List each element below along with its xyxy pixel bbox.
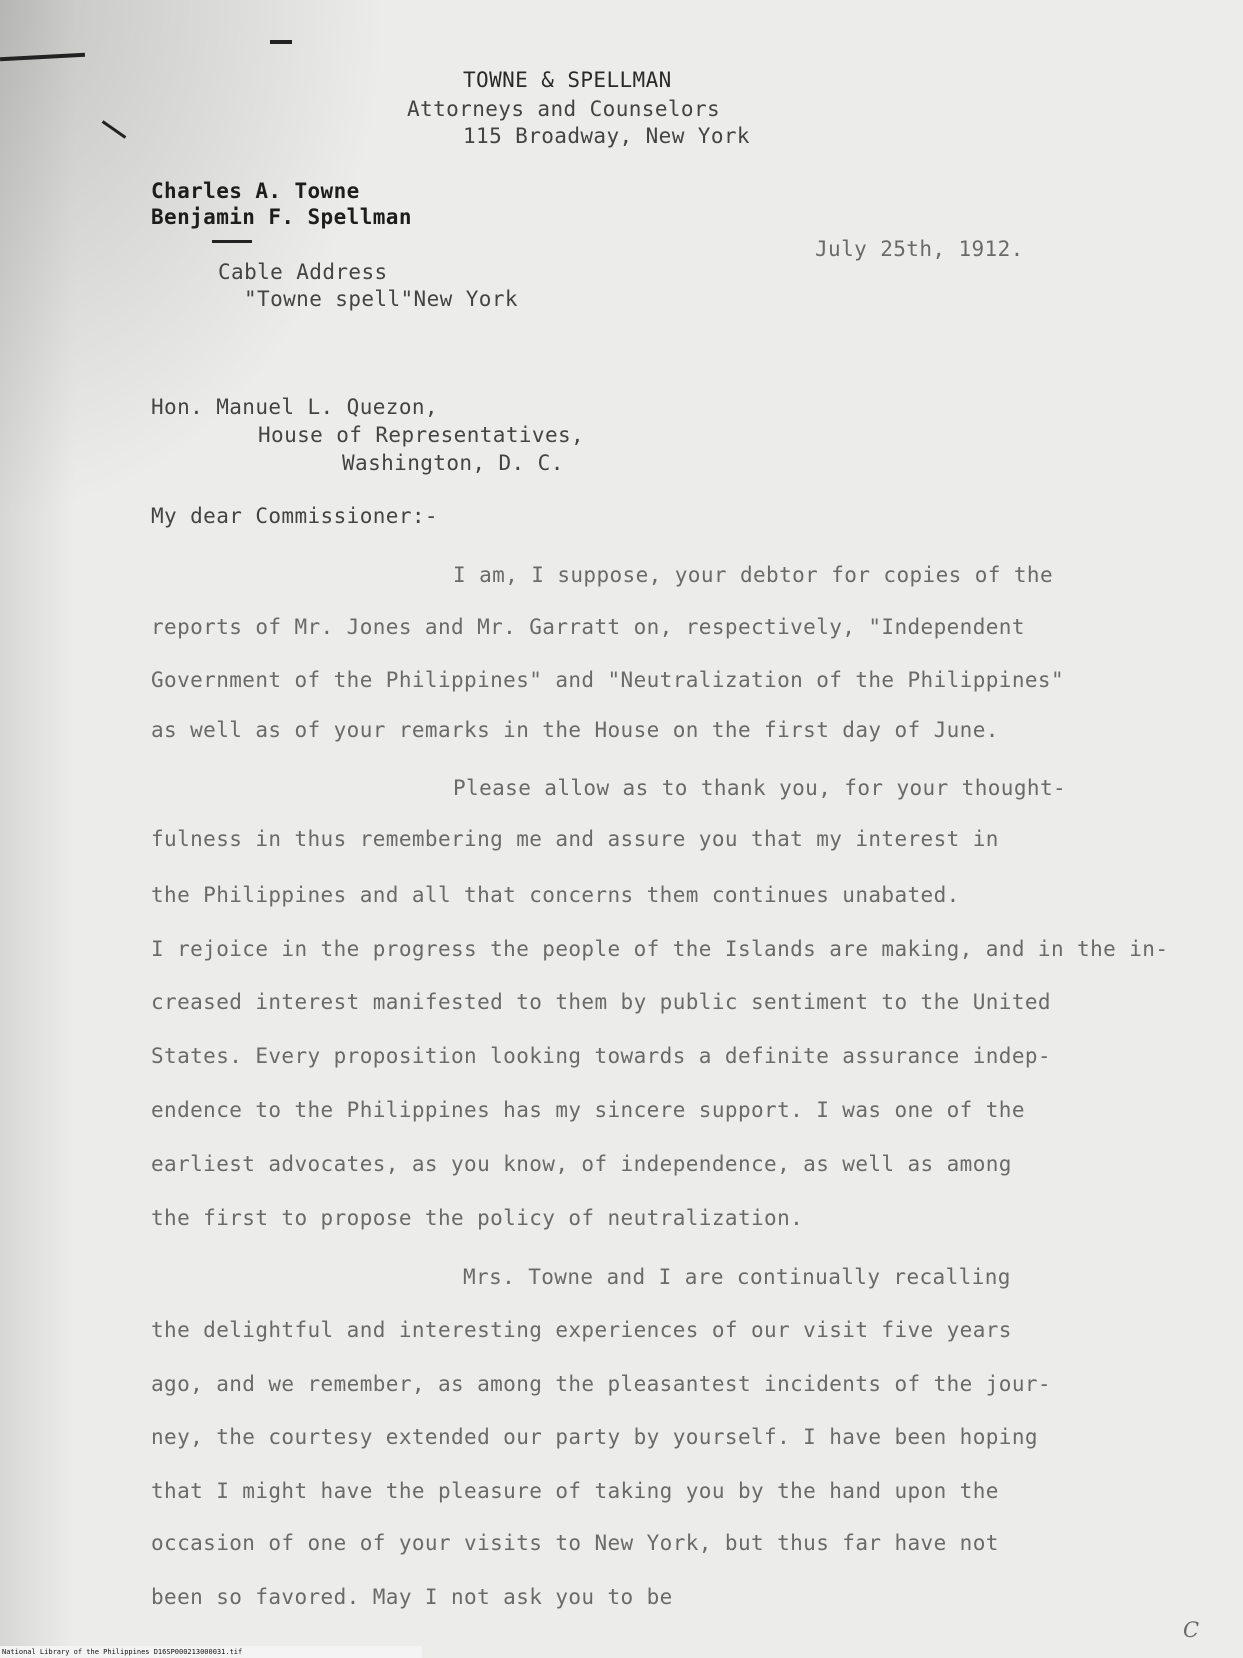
body-line: States. Every proposition looking towards a definite assurance indep- [151, 1044, 1051, 1068]
body-line: occasion of one of your visits to New York, but thus far have not [151, 1531, 999, 1555]
archive-footer: National Library of the Philippines D16SP000213000031.tif [0, 1646, 422, 1658]
firm-name: TOWNE & SPELLMAN [463, 68, 672, 92]
separator-rule [212, 240, 252, 243]
body-line: been so favored. May I not ask you to be [151, 1585, 673, 1609]
firm-profession: Attorneys and Counselors [407, 97, 721, 121]
body-line: reports of Mr. Jones and Mr. Garratt on, respectively, "Independent [151, 615, 1025, 639]
body-line: as well as of your remarks in the House on the first day of June. [151, 718, 999, 742]
recipient-city: Washington, D. C. [342, 451, 564, 475]
body-line: Please allow as to thank you, for your thought- [453, 776, 1067, 800]
body-line: the first to propose the policy of neutralization. [151, 1206, 804, 1230]
ink-mark [270, 40, 292, 44]
ink-mark [0, 53, 85, 61]
body-line: earliest advocates, as you know, of independence, as well as among [151, 1152, 1012, 1176]
partner-name: Charles A. Towne [151, 179, 360, 203]
body-line: that I might have the pleasure of taking you by the hand upon the [151, 1479, 999, 1503]
body-line: Government of the Philippines" and "Neutralization of the Philippines" [151, 668, 1065, 692]
cable-label: Cable Address [218, 260, 388, 284]
body-line: ago, and we remember, as among the pleasantest incidents of the jour- [151, 1372, 1051, 1396]
recipient-office: House of Representatives, [258, 423, 585, 447]
body-line: ney, the courtesy extended our party by yourself. I have been hoping [151, 1425, 1038, 1449]
cable-address: "Towne spell"New York [244, 287, 518, 311]
body-line: I rejoice in the progress the people of the Islands are making, and in the in- [151, 937, 1169, 961]
ink-mark [102, 120, 127, 139]
body-line: the Philippines and all that concerns them continues unabated. [151, 883, 960, 907]
partner-name: Benjamin F. Spellman [151, 205, 412, 229]
letter-date: July 25th, 1912. [815, 237, 1024, 261]
salutation: My dear Commissioner:- [151, 504, 438, 528]
body-line: the delightful and interesting experiences of our visit five years [151, 1318, 1012, 1342]
body-line: I am, I suppose, your debtor for copies of the [453, 563, 1053, 587]
body-line: Mrs. Towne and I are continually recalling [463, 1265, 1011, 1289]
recipient-name: Hon. Manuel L. Quezon, [151, 395, 438, 419]
firm-address: 115 Broadway, New York [463, 124, 750, 148]
body-line: creased interest manifested to them by public sentiment to the United [151, 990, 1051, 1014]
page-mark: C [1183, 1618, 1200, 1642]
body-line: fulness in thus remembering me and assure you that my interest in [151, 827, 999, 851]
body-line: endence to the Philippines has my sincere support. I was one of the [151, 1098, 1025, 1122]
